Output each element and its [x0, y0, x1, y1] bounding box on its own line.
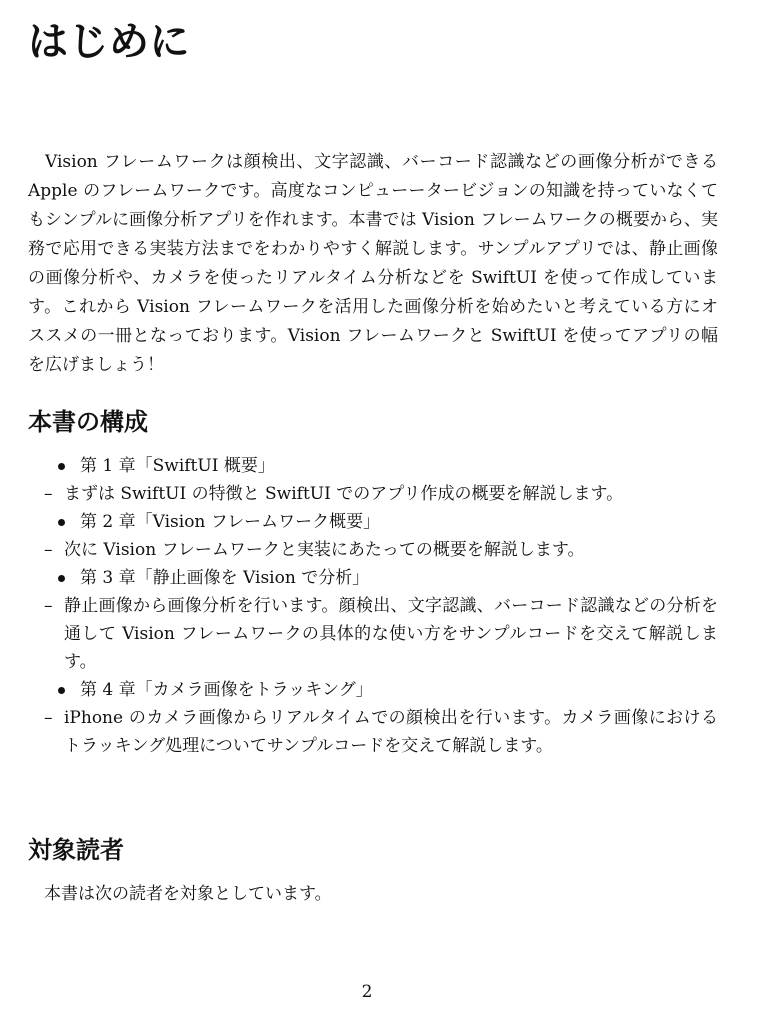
audience-text: 本書は次の読者を対象としています。 [44, 884, 332, 904]
chapter-item-3 [28, 564, 718, 592]
chapter-description-3 [28, 592, 718, 676]
chapter-description-text-4: iPhone のカメラ画像からリアルタイムでの顔検出を行います。カメラ画像におけるトラッキング処理についてサンプルコードを交えて解説します。 [64, 708, 718, 756]
chapter-title-3: 第 3 章「静止画像を Vision で分析」 [80, 568, 370, 588]
page-number: 2 [361, 982, 373, 1002]
list-item [28, 452, 718, 508]
bullet-icon [58, 463, 65, 470]
chapter-list [28, 452, 718, 760]
list-item [28, 676, 718, 760]
chapter-title-1: 第 1 章「SwiftUI 概要」 [80, 456, 275, 476]
chapter-title-2: 第 2 章「Vision フレームワーク概要」 [80, 512, 381, 532]
dash-icon: – [44, 484, 53, 504]
bullet-icon [58, 519, 65, 526]
section-heading-structure: 本書の構成 [28, 408, 148, 436]
chapter-description-1 [28, 480, 718, 508]
dash-icon: – [44, 596, 53, 616]
chapter-description-4 [28, 704, 718, 760]
chapter-title-4: 第 4 章「カメラ画像をトラッキング」 [80, 680, 373, 700]
chapter-description-2 [28, 536, 718, 564]
bullet-icon [58, 575, 65, 582]
bullet-icon [58, 687, 65, 694]
dash-icon: – [44, 708, 53, 728]
chapter-description-text-1: まずは SwiftUI の特徴と SwiftUI でのアプリ作成の概要を解説します。 [64, 484, 624, 504]
chapter-title: はじめに [28, 19, 190, 65]
chapter-item-2 [28, 508, 718, 536]
list-item [28, 508, 718, 564]
intro-paragraph: Vision フレームワークは顔検出、文字認識、バーコード認識などの画像分析ができる Apple のフレームワークです。高度なコンピューータービジョンの知識を持っていなくてもシンプルに画像分析アプリを作れます。本書では Vision フレームワークの概要から、実務で応用できる実装方法までをわかりやすく解説します。サンプルアプリでは、静止画像の画像分析や、カメラを使ったリアルタイム分析などを SwiftUI を使って作成しています。これから Vision フレームワークを活用した画像分析を始めたいと考えている方にオススメの一冊となっております。Vision フレームワークと SwiftUI を使ってアプリの幅を広げましょう！ [28, 152, 718, 375]
chapter-description-text-3: 静止画像から画像分析を行います。顔検出、文字認識、バーコード認識などの分析を通して Vision フレームワークの具体的な使い方をサンプルコードを交えて解説します。 [64, 596, 718, 672]
section-heading-audience: 対象読者 [28, 836, 124, 864]
chapter-item-4 [28, 676, 718, 704]
chapter-description-text-2: 次に Vision フレームワークと実装にあたっての概要を解説します。 [64, 540, 585, 560]
chapter-item-1 [28, 452, 718, 480]
list-item [28, 564, 718, 676]
dash-icon: – [44, 540, 53, 560]
